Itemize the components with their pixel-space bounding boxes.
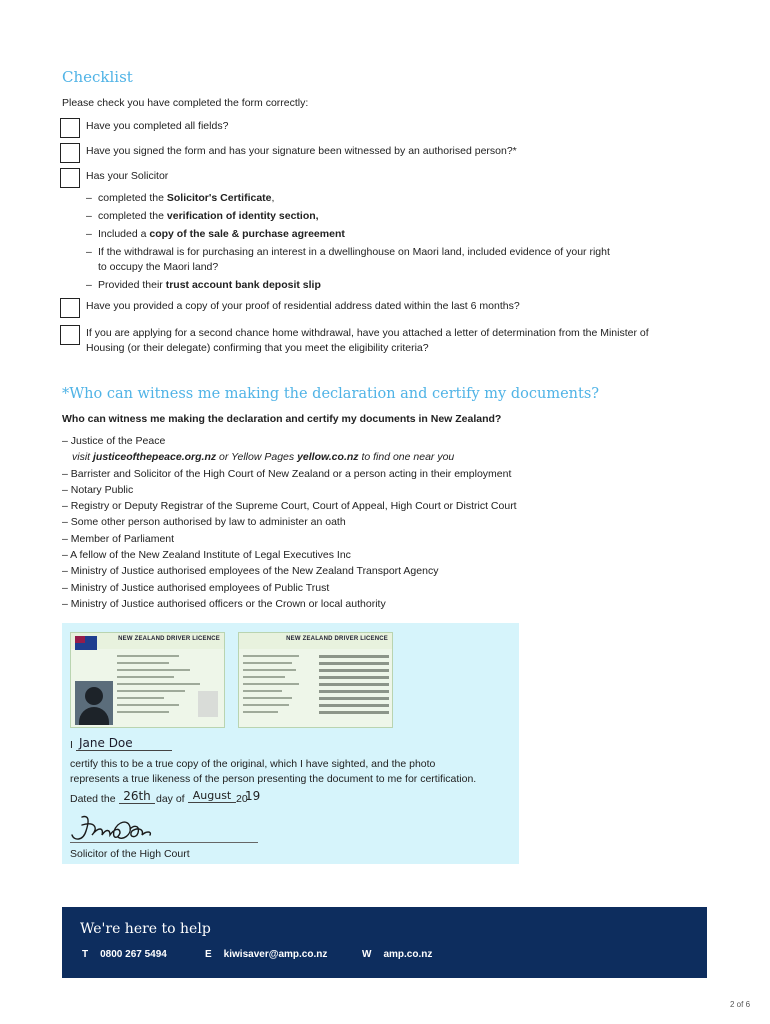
checklist-item-label: Has your Solicitor [86, 170, 169, 182]
certification-example [62, 623, 519, 864]
page-number: 2 of 6 [730, 1000, 751, 1009]
list-item: – Member of Parliament [62, 532, 175, 545]
list-item: – Barrister and Solicitor of the High Court of New Zealand or a person acting in their employment [62, 467, 512, 480]
web-contact: W amp.co.nz [362, 949, 433, 960]
month-field[interactable]: August [188, 789, 236, 803]
nz-flag-icon [75, 636, 97, 650]
checklist-item-fields [60, 118, 228, 138]
checklist-item-label: Have you completed all fields? [86, 120, 229, 132]
licence-front-image [70, 632, 225, 728]
person-photo-icon [75, 681, 113, 725]
solicitor-subitems [86, 191, 686, 296]
list-item: – Ministry of Justice authorised employees of Public Trust [62, 581, 330, 594]
checklist-item-signed [60, 143, 517, 163]
checkbox-solicitor[interactable] [60, 168, 80, 188]
signature-caption: Solicitor of the High Court [70, 848, 190, 860]
checklist-item-label: Have you signed the form and has your signature been witnessed by an authorised person?* [86, 145, 517, 157]
checklist-heading: Checklist [62, 68, 133, 86]
subitem-maori-land-cont: to occupy the Maori land? [98, 261, 219, 273]
day-of-label: day of [156, 793, 185, 805]
subitem-maori-land: – If the withdrawal is for purchasing an interest in a dwellinghouse on Maori land, included evidence of your right [86, 246, 610, 258]
dated-label: Dated the [70, 793, 116, 805]
subitem-certificate: – completed the Solicitor's Certificate, [86, 192, 275, 204]
list-item: – Registry or Deputy Registrar of the Supreme Court, Court of Appeal, High Court or District Court [62, 500, 517, 513]
subitem-sale-agreement: – Included a copy of the sale & purchase agreement [86, 228, 345, 240]
certify-prefix: I [70, 739, 73, 751]
witness-list [62, 433, 517, 612]
day-field[interactable]: 26th [119, 789, 155, 804]
visit-line: visit justiceofthepeace.org.nz or Yellow Pages yellow.co.nz to find one near you [72, 451, 455, 464]
signature-line [70, 842, 258, 843]
checklist-item-label: Have you provided a copy of your proof of residential address dated within the last 6 months? [86, 300, 520, 312]
list-item: – Justice of the Peace [62, 435, 166, 447]
year-field[interactable]: 19 [245, 789, 261, 803]
footer-heading: We're here to help [80, 921, 211, 937]
web-link[interactable]: amp.co.nz [383, 949, 433, 960]
list-item: – Notary Public [62, 483, 134, 496]
subitem-verification: – completed the verification of identity section, [86, 210, 319, 222]
checklist-item-label: If you are applying for a second chance home withdrawal, have you attached a letter of determination from the Minister of Housing (or their delegate) confirming that you meet the eligibility criteria? [86, 327, 649, 354]
checklist-item-solicitor [60, 168, 168, 188]
list-item: – Some other person authorised by law to administer an oath [62, 516, 346, 529]
certifier-name-field[interactable]: Jane Doe [76, 736, 172, 751]
help-footer [62, 907, 707, 978]
certify-statement-line1: certify this to be a true copy of the original, which I have sighted, and the photo [70, 758, 436, 770]
licence-back-image [238, 632, 393, 728]
witness-subheading: Who can witness me making the declaration and certify my documents in New Zealand? [62, 413, 502, 425]
list-item: – Ministry of Justice authorised employees of the New Zealand Transport Agency [62, 565, 439, 578]
email-link[interactable]: kiwisaver@amp.co.nz [223, 949, 328, 960]
checklist-intro: Please check you have completed the form correctly: [62, 97, 309, 109]
list-item: – Ministry of Justice authorised officers or the Crown or local authority [62, 597, 386, 610]
phone-number[interactable]: 0800 267 5494 [100, 949, 167, 960]
jp-link[interactable]: justiceofthepeace.org.nz [93, 451, 217, 464]
email-contact: E kiwisaver@amp.co.nz [205, 949, 328, 960]
checkbox-fields[interactable] [60, 118, 80, 138]
subitem-deposit-slip: – Provided their trust account bank deposit slip [86, 279, 321, 291]
mini-photo-icon [198, 691, 218, 717]
licence-title: NEW ZEALAND DRIVER LICENCE [286, 636, 388, 642]
checkbox-signed[interactable] [60, 143, 80, 163]
list-item: – A fellow of the New Zealand Institute of Legal Executives Inc [62, 549, 351, 562]
certify-statement-line2: represents a true likeness of the person presenting the document to me for certification. [70, 773, 477, 785]
licence-title: NEW ZEALAND DRIVER LICENCE [118, 636, 220, 642]
year-prefix: 20 [236, 793, 248, 805]
phone-contact: T 0800 267 5494 [82, 949, 167, 960]
checklist-item-second-chance [60, 325, 649, 356]
checkbox-address[interactable] [60, 298, 80, 318]
yellow-pages-link[interactable]: yellow.co.nz [297, 451, 359, 464]
witness-heading: *Who can witness me making the declaration and certify my documents? [62, 386, 600, 402]
checkbox-second-chance[interactable] [60, 325, 80, 345]
checklist-item-address [60, 298, 520, 318]
